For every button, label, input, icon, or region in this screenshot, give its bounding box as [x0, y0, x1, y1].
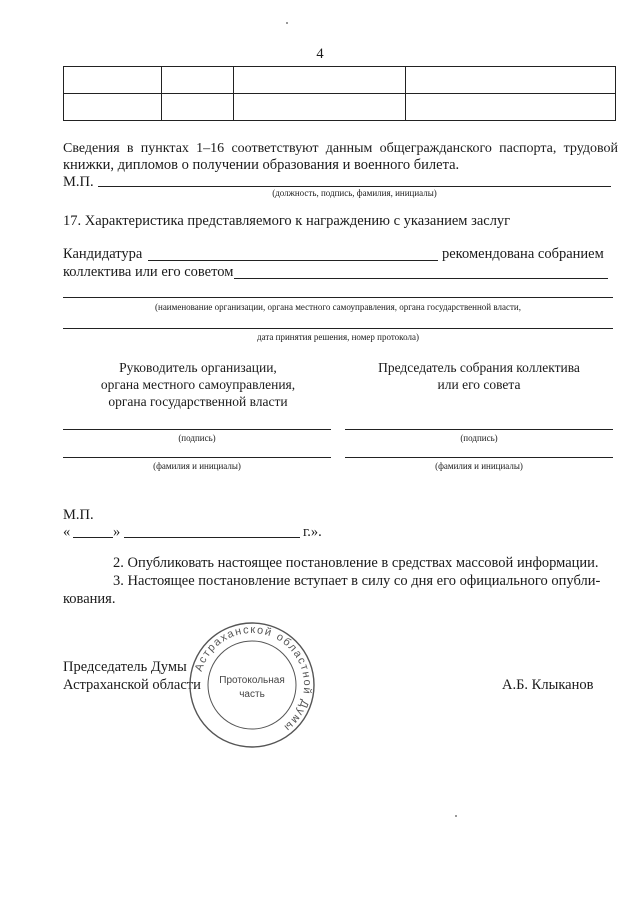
decision-date-caption: дата принятия решения, номер протокола): [257, 332, 419, 342]
signature-line: [98, 186, 611, 187]
table-cell: [406, 67, 616, 94]
left-name-caption: (фамилия и инициалы): [153, 461, 241, 471]
table-cell: [64, 67, 162, 94]
organization-caption: (наименование организации, органа местного самоуправления, органа государственной власти,: [155, 302, 521, 312]
scan-speck: [286, 22, 288, 24]
table-cell: [234, 94, 406, 121]
continuation-table: [63, 66, 616, 121]
left-signature-line: [63, 429, 331, 430]
right-signatory-block: [345, 359, 613, 393]
left-signatory-block: [63, 359, 333, 410]
seal-center-line-2: часть: [239, 689, 265, 700]
left-signatory-line: органа местного самоуправления,: [100, 377, 296, 392]
collective-line: [234, 278, 608, 279]
right-signatory-line: Председатель собрания коллектива: [378, 360, 580, 375]
recommended-label: рекомендована собранием: [442, 246, 604, 262]
point-3-line-2: кования.: [63, 591, 116, 607]
section-17-heading: 17. Характеристика представляемого к награждению с указанием заслуг: [63, 213, 511, 229]
left-name-line: [63, 457, 331, 458]
candidacy-line: [148, 260, 438, 261]
collective-label: коллектива или его советом: [63, 264, 234, 280]
statement-line-1: Сведения в пунктах 1–16 соответствуют данным общегражданского паспорта, трудовой: [63, 141, 618, 156]
table-cell: [64, 94, 162, 121]
table-cell: [406, 94, 616, 121]
left-signatory-line: Руководитель организации,: [119, 360, 277, 375]
stamp-place-label: М.П.: [63, 174, 94, 190]
table-cell: [162, 67, 234, 94]
point-3-line-1: 3. Настоящее постановление вступает в силу со дня его официального опубли-: [113, 573, 601, 589]
table-cell: [162, 94, 234, 121]
right-name-caption: (фамилия и инициалы): [435, 461, 523, 471]
date-open-quote: «: [63, 524, 71, 540]
date-close-quote: »: [113, 524, 121, 540]
scan-speck: [455, 815, 457, 817]
chairman-name: А.Б. Клыканов: [502, 677, 594, 693]
left-signatory-line: органа государственной власти: [108, 394, 288, 409]
page-number: 4: [316, 46, 324, 62]
table-row: [64, 94, 616, 121]
organization-line: [63, 297, 613, 298]
date-month-line: [124, 537, 300, 538]
table-cell: [234, 67, 406, 94]
right-signatory-line: или его совета: [437, 377, 521, 392]
candidacy-label: Кандидатура: [63, 246, 143, 262]
chairman-title-line-1: Председатель Думы: [63, 659, 187, 675]
right-signature-line: [345, 429, 613, 430]
official-seal: [187, 620, 317, 750]
position-signature-caption: (должность, подпись, фамилия, инициалы): [272, 188, 437, 198]
left-signature-caption: (подпись): [178, 433, 216, 443]
table-row: [64, 67, 616, 94]
stamp-place-label-bottom: М.П.: [63, 507, 94, 523]
svg-text:Астраханской областной Думы: Астраханской областной Думы: [192, 623, 314, 735]
right-name-line: [345, 457, 613, 458]
seal-center-line-1: Протокольная: [219, 675, 285, 686]
decision-line: [63, 328, 613, 329]
date-day-line: [73, 537, 113, 538]
right-signature-caption: (подпись): [460, 433, 498, 443]
date-year-suffix: г.».: [303, 524, 322, 540]
chairman-title-line-2: Астраханской области: [63, 677, 201, 693]
statement-line-2: книжки, дипломов о получении образования и военного билета.: [63, 157, 460, 173]
point-2: 2. Опубликовать настоящее постановление в средствах массовой информации.: [113, 555, 599, 571]
